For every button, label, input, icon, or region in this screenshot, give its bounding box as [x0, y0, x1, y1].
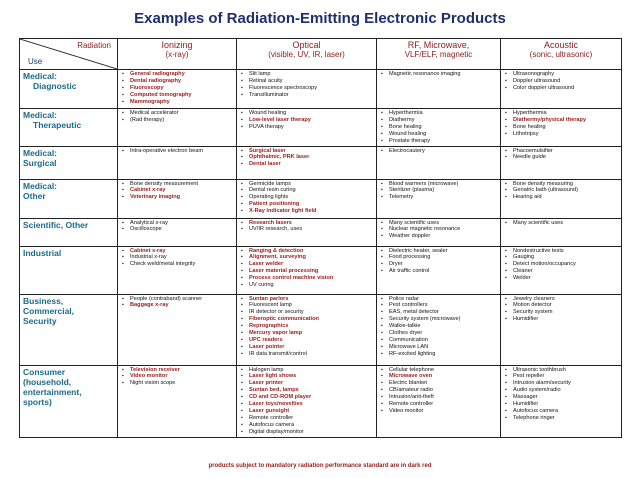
list-item: ▪ Alignment, surveying [240, 254, 373, 261]
table-cell [237, 146, 377, 179]
list-item: ▪ Suntan parlors [240, 296, 373, 303]
product-list [121, 248, 233, 269]
table-cell [501, 294, 622, 365]
list-item: ▪ Many scientific uses [504, 220, 618, 227]
list-item: ▪ Massager [504, 394, 618, 401]
list-item: ▪ Process control machine vision [240, 275, 373, 282]
list-item: ▪ Doppler ultrasound [504, 78, 618, 85]
list-item: ▪ Clothes dryer [380, 330, 497, 337]
table-cell [237, 218, 377, 246]
row-header-line: entertainment, [23, 386, 82, 397]
product-list [121, 71, 233, 106]
list-item: ▪ Ranging & detection [240, 248, 373, 255]
column-header-sub: (visible, UV, IR, laser) [268, 50, 345, 59]
column-header-name: Ionizing [161, 40, 193, 50]
list-item: ▪ Telephone ringer [504, 415, 618, 422]
list-item: ▪ Industrial x-ray [121, 254, 233, 261]
list-item: ▪ Retinal acuity [240, 78, 373, 85]
list-item: ▪ Prostate therapy [380, 138, 497, 145]
product-list [121, 220, 233, 234]
list-item: ▪ X-Ray indicator light field [240, 208, 373, 215]
list-item: ▪ Dental laser [240, 161, 373, 168]
column-header-name: Optical [292, 40, 321, 50]
list-item: ▪ Video monitor [380, 408, 497, 415]
list-item: ▪ General radiography [121, 71, 233, 78]
corner-radiation-label: Radiation [77, 41, 111, 50]
list-item: ▪ IR detector or security [240, 309, 373, 316]
list-item: ▪ Low-level laser therapy [240, 117, 373, 124]
list-item: ▪ CD and CD-ROM player [240, 394, 373, 401]
table-cell [237, 294, 377, 365]
list-item: ▪ Food processing [380, 254, 497, 261]
list-item: ▪ CB/amateur radio [380, 387, 497, 394]
table-cell [377, 294, 501, 365]
list-item: ▪ Telemetry [380, 194, 497, 201]
list-item: ▪ UV/IR research, uses [240, 226, 373, 233]
product-list [504, 71, 618, 92]
row-header-line: Consumer [23, 366, 66, 377]
list-item: ▪ Bone healing [380, 124, 497, 131]
list-item: ▪ Intra-operative electron beam [121, 148, 233, 155]
table-cell [377, 246, 501, 294]
corner-cell [20, 39, 118, 70]
list-item: ▪ Oscilloscope [121, 226, 233, 233]
list-item: ▪ Geriatric bath (ultrasound) [504, 187, 618, 194]
list-item: ▪ Microwave oven [380, 373, 497, 380]
table-cell [118, 146, 237, 179]
list-item: ▪ Veterinary imaging [121, 194, 233, 201]
radiation-products-table [19, 38, 622, 438]
table-cell [501, 365, 622, 437]
product-list [380, 367, 497, 415]
list-item: ▪ Bone healing [504, 124, 618, 131]
table-cell [501, 246, 622, 294]
row-header-consumer [20, 365, 118, 437]
list-item: ▪ IR data transmit/control [240, 351, 373, 358]
column-header-acoustic [501, 39, 622, 70]
column-header-name: Acoustic [543, 40, 578, 50]
list-item: ▪ Ophthalmic, PRK laser [240, 154, 373, 161]
list-item: ▪ Video monitor [121, 373, 233, 380]
list-item: ▪ Laser printer [240, 380, 373, 387]
table-row [20, 294, 622, 365]
list-item: ▪ Ultrasonic toothbrush [504, 367, 618, 374]
list-item: ▪ Research lasers [240, 220, 373, 227]
list-item: ▪ Slit lamp [240, 71, 373, 78]
list-item: ▪ Fiberoptic communication [240, 316, 373, 323]
product-list [380, 71, 497, 78]
product-list [121, 367, 233, 388]
product-list [121, 296, 233, 310]
list-item: ▪ Jewelry cleaners [504, 296, 618, 303]
list-item: ▪ UPC readers [240, 337, 373, 344]
table-cell [377, 109, 501, 147]
list-item: ▪ Cabinet x-ray [121, 187, 233, 194]
list-item: ▪ Needle guide [504, 154, 618, 161]
row-header-line: Surgical [23, 157, 57, 168]
table-cell [118, 70, 237, 109]
table-cell [501, 179, 622, 218]
table-row [20, 246, 622, 294]
list-item: ▪ Wound healing [240, 110, 373, 117]
row-header-line: Diagnostic [33, 81, 77, 91]
list-item: ▪ Phacoemulsifier [504, 148, 618, 155]
list-item: ▪ Night vision scope [121, 380, 233, 387]
list-item: ▪ Check weld/metal integrity [121, 261, 233, 268]
table-row [20, 179, 622, 218]
product-list [504, 220, 618, 227]
column-header-sub: (sonic, ultrasonic) [529, 50, 593, 59]
product-list [380, 220, 497, 241]
list-item: ▪ Welder [504, 275, 618, 282]
product-list [504, 110, 618, 138]
table-cell [377, 179, 501, 218]
list-item: ▪ Patient positioning [240, 201, 373, 208]
list-item: ▪ Ultrasonography [504, 71, 618, 78]
row-header-line: Medical: [23, 180, 58, 191]
table-row [20, 70, 622, 109]
list-item: ▪ Fluorescence spectroscopy [240, 85, 373, 92]
list-item: ▪ Electrocautery [380, 148, 497, 155]
list-item: ▪ Diathermy [380, 117, 497, 124]
list-item: ▪ Remote controller [240, 415, 373, 422]
table-cell [237, 70, 377, 109]
list-item: ▪ Reprographics [240, 323, 373, 330]
row-header-line: Security [23, 315, 57, 326]
list-item: ▪ Cleaner [504, 268, 618, 275]
list-item: ▪ Walkie-talkie [380, 323, 497, 330]
list-item: ▪ EAS, metal detector [380, 309, 497, 316]
list-item: ▪ Television receiver [121, 367, 233, 374]
row-header-line: Scientific, Other [23, 219, 89, 230]
table-cell [501, 109, 622, 147]
product-list [504, 367, 618, 422]
list-item: ▪ Baggage x-ray [121, 302, 233, 309]
column-header-optical [237, 39, 377, 70]
list-item: ▪ Security system [504, 309, 618, 316]
column-header-ionizing [118, 39, 237, 70]
list-item: ▪ Pest controllers [380, 302, 497, 309]
row-header-line: Medical: [23, 71, 58, 81]
list-item: ▪ (Rad therapy) [121, 117, 233, 124]
list-item: ▪ Nondestructive tests [504, 248, 618, 255]
table-cell [377, 146, 501, 179]
row-header-line: Medical: [23, 147, 58, 158]
row-header-medical-surgical [20, 146, 118, 179]
list-item: ▪ Laser light shows [240, 373, 373, 380]
list-item: ▪ Transilluminator [240, 92, 373, 99]
list-item: ▪ Dental radiography [121, 78, 233, 85]
list-item: ▪ Blood warmers (microwave) [380, 181, 497, 188]
column-header-name: RF, Microwave, [407, 40, 470, 50]
list-item: ▪ Laser welder [240, 261, 373, 268]
product-list [240, 248, 373, 289]
header-row [20, 39, 622, 70]
list-item: ▪ Humidifier [504, 401, 618, 408]
row-header-line: sports) [23, 396, 52, 407]
table-cell [237, 109, 377, 147]
column-header-sub: VLF/ELF, magnetic [404, 50, 473, 59]
list-item: ▪ Police radar [380, 296, 497, 303]
table-cell [377, 218, 501, 246]
list-item: ▪ Gauging [504, 254, 618, 261]
list-item: ▪ Magnetic resonance imaging [380, 71, 497, 78]
corner-use-label: Use [28, 57, 43, 66]
list-item: ▪ Intrusion alarm/security [504, 380, 618, 387]
table-row [20, 109, 622, 147]
row-header-medical-therapeutic [20, 109, 118, 147]
product-list [121, 110, 233, 124]
table-cell [237, 365, 377, 437]
product-list [240, 110, 373, 131]
row-header-line: Medical: [23, 110, 58, 120]
list-item: ▪ Fluorescent lamp [240, 302, 373, 309]
list-item: ▪ Humidifier [504, 316, 618, 323]
row-header-line: (household, [23, 376, 72, 387]
list-item: ▪ Sterilizer (plasma) [380, 187, 497, 194]
list-item: ▪ Mammography [121, 99, 233, 106]
list-item: ▪ Nuclear magnetic resonance [380, 226, 497, 233]
table-cell [118, 109, 237, 147]
list-item: ▪ Security system (microwave) [380, 316, 497, 323]
list-item: ▪ Bone density measurement [121, 181, 233, 188]
table-cell [237, 179, 377, 218]
table-cell [118, 294, 237, 365]
product-list [380, 296, 497, 358]
product-list [121, 181, 233, 202]
table-cell [501, 70, 622, 109]
list-item: ▪ Cabinet x-ray [121, 248, 233, 255]
table-cell [118, 218, 237, 246]
row-header-line: Business, [23, 295, 64, 306]
list-item: ▪ Wound healing [380, 131, 497, 138]
row-header-industrial [20, 246, 118, 294]
footnote: products subject to mandatory radiation performance standard are in dark red [208, 463, 432, 469]
row-header-scientific-other [20, 218, 118, 246]
product-list [240, 296, 373, 358]
list-item: ▪ Hearing aid [504, 194, 618, 201]
product-list [240, 71, 373, 99]
list-item: ▪ Air traffic control [380, 268, 497, 275]
list-item: ▪ Pest repeller [504, 373, 618, 380]
list-item: ▪ Electric blanket [380, 380, 497, 387]
list-item: ▪ Digital display/monitor [240, 429, 373, 436]
table-cell [118, 246, 237, 294]
table-cell [237, 246, 377, 294]
list-item: ▪ Microwave LAN [380, 344, 497, 351]
table-row [20, 365, 622, 437]
product-list [504, 296, 618, 324]
table-cell [377, 365, 501, 437]
row-header-line: Industrial [23, 247, 62, 258]
list-item: ▪ Fluoroscopy [121, 85, 233, 92]
list-item: ▪ RF-excited lighting [380, 351, 497, 358]
list-item: ▪ Laser gunsight [240, 408, 373, 415]
table-row [20, 218, 622, 246]
product-list [380, 148, 497, 155]
table-row [20, 146, 622, 179]
product-list [240, 220, 373, 234]
list-item: ▪ Operating lights [240, 194, 373, 201]
list-item: ▪ Germicide lamps [240, 181, 373, 188]
product-list [240, 367, 373, 436]
row-header-medical-other [20, 179, 118, 218]
list-item: ▪ Hyperthermia [504, 110, 618, 117]
row-header-line: Therapeutic [33, 120, 82, 130]
list-item: ▪ Remote controller [380, 401, 497, 408]
list-item: ▪ PUVA therapy [240, 124, 373, 131]
product-list [240, 148, 373, 169]
list-item: ▪ Many scientific uses [380, 220, 497, 227]
list-item: ▪ Dielectric heater, sealer [380, 248, 497, 255]
list-item: ▪ Halogen lamp [240, 367, 373, 374]
row-header-line: Commercial, [23, 305, 75, 316]
product-list [380, 181, 497, 202]
list-item: ▪ Laser pointer [240, 344, 373, 351]
row-header-medical-diagnostic [20, 70, 118, 109]
list-item: ▪ Dental resin curing [240, 187, 373, 194]
list-item: ▪ Detect motion/occupancy [504, 261, 618, 268]
table-cell [118, 365, 237, 437]
list-item: ▪ Mercury vapor lamp [240, 330, 373, 337]
table-cell [118, 179, 237, 218]
list-item: ▪ UV curing [240, 282, 373, 289]
product-list [121, 148, 233, 155]
product-list [504, 248, 618, 283]
list-item: ▪ Laser material processing [240, 268, 373, 275]
list-item: ▪ Audio system/radio [504, 387, 618, 394]
list-item: ▪ Laser toys/novelties [240, 401, 373, 408]
column-header-rf-microwave [377, 39, 501, 70]
table-cell [501, 218, 622, 246]
list-item: ▪ Autofocus camera [240, 422, 373, 429]
column-header-sub: (x-ray) [165, 50, 189, 59]
list-item: ▪ People (contraband) scanner [121, 296, 233, 303]
list-item: ▪ Dryer [380, 261, 497, 268]
table-cell [501, 146, 622, 179]
list-item: ▪ Bone density measuring [504, 181, 618, 188]
row-header-line: Other [23, 190, 46, 201]
list-item: ▪ Suntan bed, lamps [240, 387, 373, 394]
list-item: ▪ Medical accelerator [121, 110, 233, 117]
list-item: ▪ Weather doppler [380, 233, 497, 240]
list-item: ▪ Motion detector [504, 302, 618, 309]
list-item: ▪ Color doppler ultrasound [504, 85, 618, 92]
product-list [380, 248, 497, 276]
list-item: ▪ Hyperthermia [380, 110, 497, 117]
list-item: ▪ Analytical x-ray [121, 220, 233, 227]
product-list [380, 110, 497, 145]
row-header-business-commercial-security [20, 294, 118, 365]
list-item: ▪ Autofocus camera [504, 408, 618, 415]
product-list [504, 148, 618, 162]
page-title: Examples of Radiation-Emitting Electronic Products [134, 10, 506, 27]
product-list [240, 181, 373, 216]
table-cell [377, 70, 501, 109]
table-body [20, 70, 622, 438]
list-item: ▪ Communication [380, 337, 497, 344]
list-item: ▪ Computed tomography [121, 92, 233, 99]
list-item: ▪ Diathermy/physical therapy [504, 117, 618, 124]
list-item: ▪ Intrusion/anti-theft [380, 394, 497, 401]
list-item: ▪ Surgical laser [240, 148, 373, 155]
list-item: ▪ Lithotripsy [504, 131, 618, 138]
product-list [504, 181, 618, 202]
list-item: ▪ Cellular telephone [380, 367, 497, 374]
